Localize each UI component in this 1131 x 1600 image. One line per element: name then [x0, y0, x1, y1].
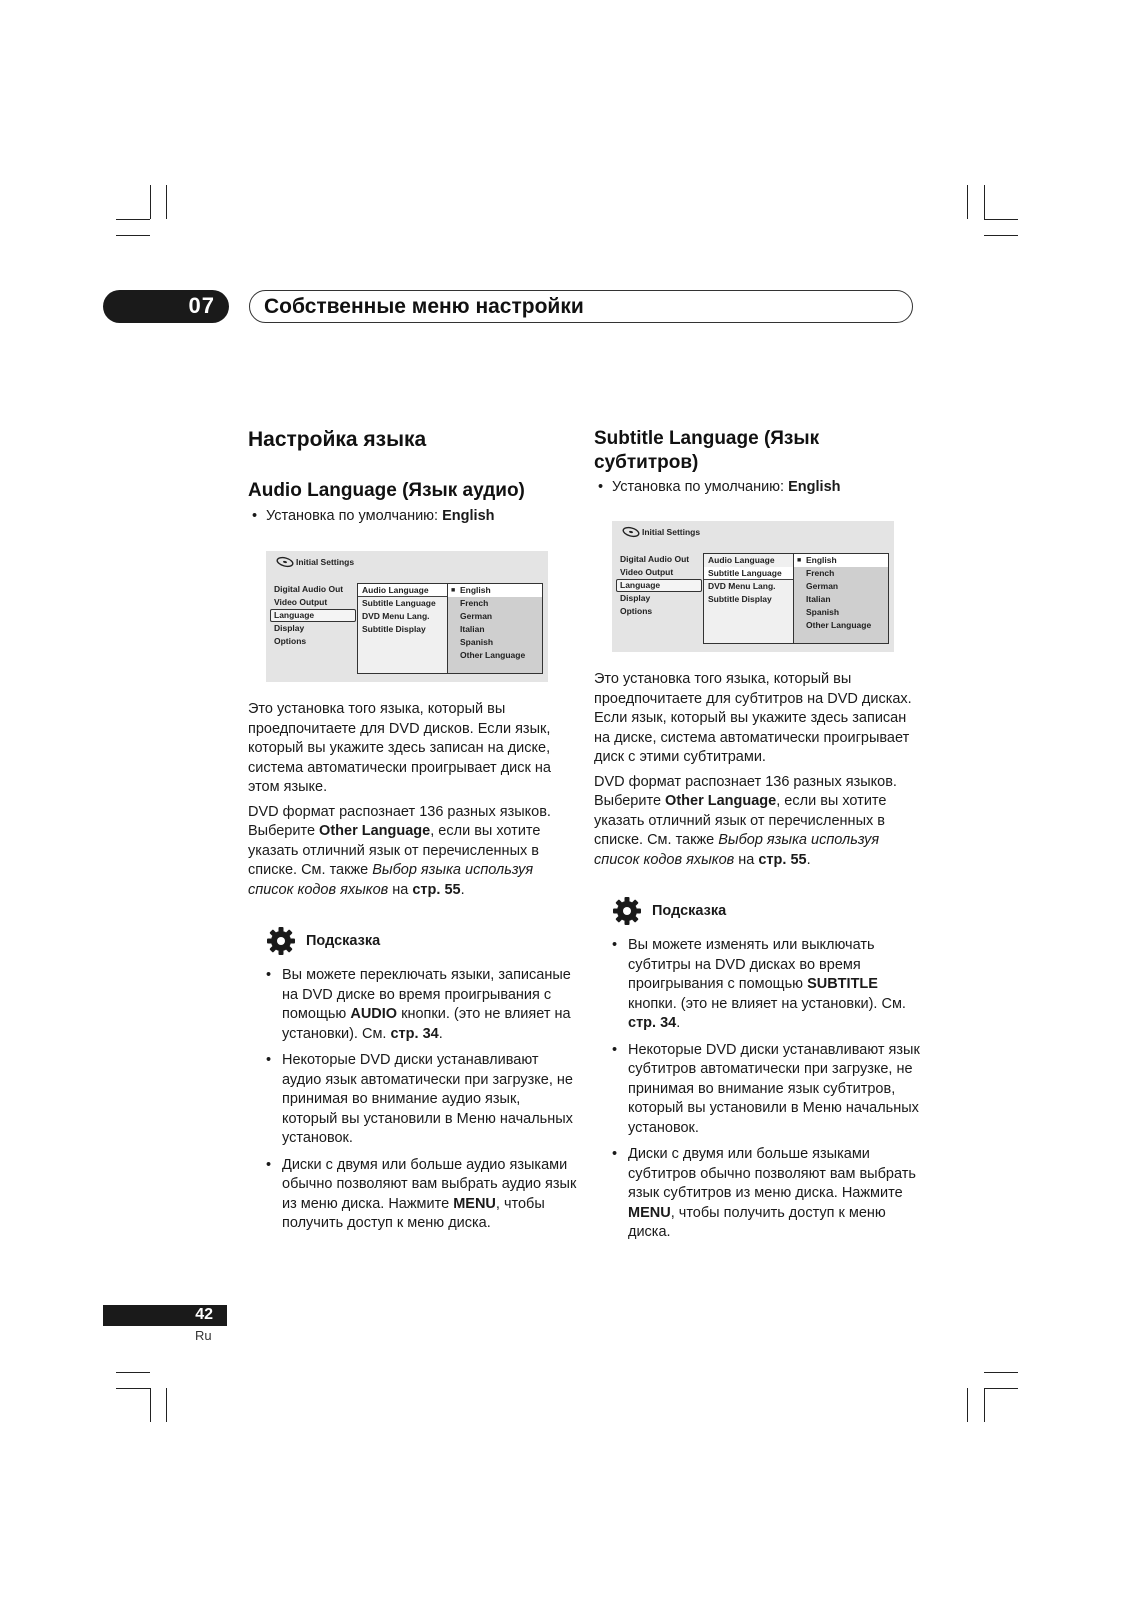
chapter-number: 07 — [188, 293, 215, 318]
osd-menu-item: Digital Audio Out — [620, 554, 690, 564]
crop-mark — [150, 1388, 151, 1422]
osd-menu-item: Options — [620, 606, 653, 616]
text-span: . — [676, 1015, 681, 1031]
osd-option-current: ■ English — [794, 554, 888, 567]
bold-text: AUDIO — [350, 1006, 398, 1022]
hint-gear-icon — [612, 896, 642, 926]
osd-menu-item: Video Output — [274, 597, 328, 607]
text-span: Диски с двумя или больше языками субтитров обычно позволяют вам выбрать язык субтитров из меню диска. Нажмите — [628, 1146, 916, 1201]
crop-mark — [116, 235, 150, 236]
chapter-title: Собственные меню настройки — [264, 295, 584, 318]
list-item — [594, 1145, 924, 1243]
osd-option: German — [460, 611, 493, 621]
default-setting — [594, 477, 924, 497]
text-span: кнопки. (это не влияет на установки). См. — [282, 1006, 571, 1042]
disc-icon — [276, 556, 294, 568]
osd-screenshot-audio — [266, 551, 548, 682]
osd-option: Other Language — [460, 650, 526, 660]
crop-mark — [116, 219, 150, 220]
osd-option: German — [806, 581, 839, 591]
osd-options — [447, 583, 543, 674]
osd-options — [793, 553, 889, 644]
crop-mark — [984, 1372, 1018, 1373]
osd-menu-item: Video Output — [620, 567, 674, 577]
list-item — [248, 966, 578, 1044]
osd-menu-item-selected: Language — [270, 609, 356, 622]
bold-text: Other Language — [319, 823, 431, 839]
osd-main-menu — [620, 553, 702, 618]
hint-list — [594, 936, 924, 1243]
page-reference: стр. 34 — [390, 1025, 439, 1042]
osd-submenu-item: Subtitle Language — [362, 598, 436, 608]
osd-option: Italian — [460, 624, 485, 634]
paragraph: Это установка того языка, который вы проедпочитаете для DVD дисков. Если язык, который вы укажите здесь записан на диске, система автоматически проигрывает диск на этом языке. — [248, 701, 551, 795]
paragraph — [248, 803, 578, 901]
default-setting — [248, 506, 578, 526]
subtitle-language-heading: Subtitle Language (Язык субтитров) — [594, 428, 820, 473]
crop-mark — [984, 185, 985, 219]
list-item — [248, 1156, 578, 1234]
list-item — [594, 936, 924, 1034]
osd-option-current: ■ English — [448, 584, 542, 597]
hint-list — [248, 966, 578, 1234]
hint-title: Подсказка — [306, 933, 381, 949]
chapter-badge — [103, 290, 229, 323]
osd-menu-item: Display — [274, 623, 305, 633]
text-span: DVD формат распознает 136 разных языков. Выберите — [594, 773, 897, 809]
bold-text: Other Language — [665, 793, 777, 809]
osd-header — [276, 556, 354, 568]
osd-option: Spanish — [806, 607, 840, 617]
list-item: • Некоторые DVD диски устанавливают аудио язык автоматически при загрузке, не принимая во внимание аудио язык, который вы установили в Меню начальных установок. — [248, 1051, 578, 1149]
right-body — [594, 670, 924, 1250]
audio-language-heading: Audio Language (Язык аудио) — [248, 480, 525, 501]
text-span: , чтобы получить доступ к меню диска. — [282, 1195, 545, 1231]
osd-submenu-item-selected: Subtitle Language — [704, 567, 793, 580]
page-number-bar — [103, 1305, 227, 1326]
osd-submenu-item-selected: Audio Language — [358, 584, 447, 597]
hint-heading — [266, 926, 578, 956]
default-value: English — [788, 479, 841, 495]
crop-mark — [984, 219, 1018, 220]
osd-option: French — [460, 598, 489, 608]
osd-title: Initial Settings — [296, 557, 355, 567]
osd-option: Spanish — [460, 637, 494, 647]
crop-mark — [984, 1388, 1018, 1389]
hint-gear-icon — [266, 926, 296, 956]
crop-mark — [150, 185, 151, 219]
left-body — [248, 700, 578, 1241]
text-span: на — [734, 851, 759, 868]
disc-icon — [622, 526, 640, 538]
osd-menu-item: Display — [620, 593, 651, 603]
hint-heading — [612, 896, 924, 926]
paragraph: Это установка того языка, который вы проедпочитаете для субтитров на DVD дисках. Если язык, который вы укажите здесь записан на диске, система автоматически проигрывает диск с этими субтитрами. — [594, 671, 912, 765]
osd-submenu-item: Subtitle Display — [362, 624, 426, 634]
text-span: , если вы хотите указать отличний язык от перечисленных в списке. См. также — [594, 793, 887, 848]
osd-option: Italian — [806, 594, 831, 604]
osd-main-menu — [274, 583, 356, 648]
crop-mark — [116, 1388, 150, 1389]
osd-submenu-item: DVD Menu Lang. — [362, 611, 430, 621]
page-reference: стр. 55 — [758, 851, 807, 868]
crop-mark — [984, 235, 1018, 236]
crop-mark — [967, 1388, 968, 1422]
chapter-title-bar — [249, 290, 913, 323]
text-span: Вы можете переключать языки, записаные на DVD диске во время проигрывания с помощью — [282, 967, 571, 1022]
crop-mark — [967, 185, 968, 219]
crop-mark — [984, 1388, 985, 1422]
osd-title: Initial Settings — [642, 527, 701, 537]
text-span: DVD формат распознает 136 разных языков. Выберите — [248, 803, 551, 839]
page-number: 42 — [195, 1306, 213, 1323]
text-span: , чтобы получить доступ к меню диска. — [628, 1204, 886, 1240]
crop-mark — [116, 1372, 150, 1373]
section-title: Настройка языка — [248, 428, 427, 451]
bold-text: SUBTITLE — [807, 976, 878, 992]
osd-screenshot-subtitle — [612, 521, 894, 652]
osd-header — [622, 526, 700, 538]
text-span: кнопки. (это не влияет на установки). См. — [628, 995, 906, 1012]
osd-menu-item-selected: Language — [616, 579, 702, 592]
italic-reference: Выбор языка используя список кодов яхыков — [248, 862, 534, 898]
text-span: . — [806, 851, 811, 868]
hint-title: Подсказка — [652, 903, 727, 919]
list-item: • Некоторые DVD диски устанавливают язык субтитров автоматически при загрузке, не принимая во внимание язык субтитров, который вы установили в Меню начальных установок. — [594, 1041, 924, 1139]
page-reference: стр. 34 — [628, 1015, 677, 1031]
text-span: Вы можете изменять или выключать субтитры на DVD дисках во время проигрывания с помощью — [628, 937, 875, 992]
default-value: English — [442, 508, 495, 524]
osd-sub-menu — [357, 583, 448, 674]
page-reference: стр. 55 — [412, 881, 461, 898]
default-prefix: Установка по умолчанию: — [266, 508, 443, 524]
osd-submenu-item: Subtitle Display — [708, 594, 772, 604]
text-span: . — [460, 881, 465, 898]
italic-reference: Выбор языка используя список кодов яхыков — [594, 832, 880, 868]
osd-sub-menu — [703, 553, 794, 644]
default-prefix: Установка по умолчанию: — [612, 479, 789, 495]
right-column — [594, 427, 924, 497]
left-column — [248, 428, 578, 526]
osd-option: French — [806, 568, 835, 578]
bold-text: MENU — [628, 1204, 671, 1221]
text-span: . — [438, 1025, 443, 1042]
crop-mark — [166, 185, 167, 219]
text-span: Диски с двумя или больше аудио языками обычно позволяют вам выбрать аудио язык из меню диска. Нажмите — [282, 1156, 577, 1212]
text-span: на — [388, 881, 413, 898]
osd-option: Other Language — [806, 620, 872, 630]
text-span: , если вы хотите указать отличний язык от перечисленных в списке. См. также — [248, 823, 541, 878]
osd-submenu-item: Audio Language — [708, 555, 775, 565]
osd-submenu-item: DVD Menu Lang. — [708, 581, 776, 591]
crop-mark — [166, 1388, 167, 1422]
bold-text: MENU — [453, 1195, 496, 1212]
osd-menu-item: Digital Audio Out — [274, 584, 344, 594]
paragraph — [594, 773, 924, 871]
page-language: Ru — [195, 1328, 212, 1343]
osd-menu-item: Options — [274, 636, 307, 646]
